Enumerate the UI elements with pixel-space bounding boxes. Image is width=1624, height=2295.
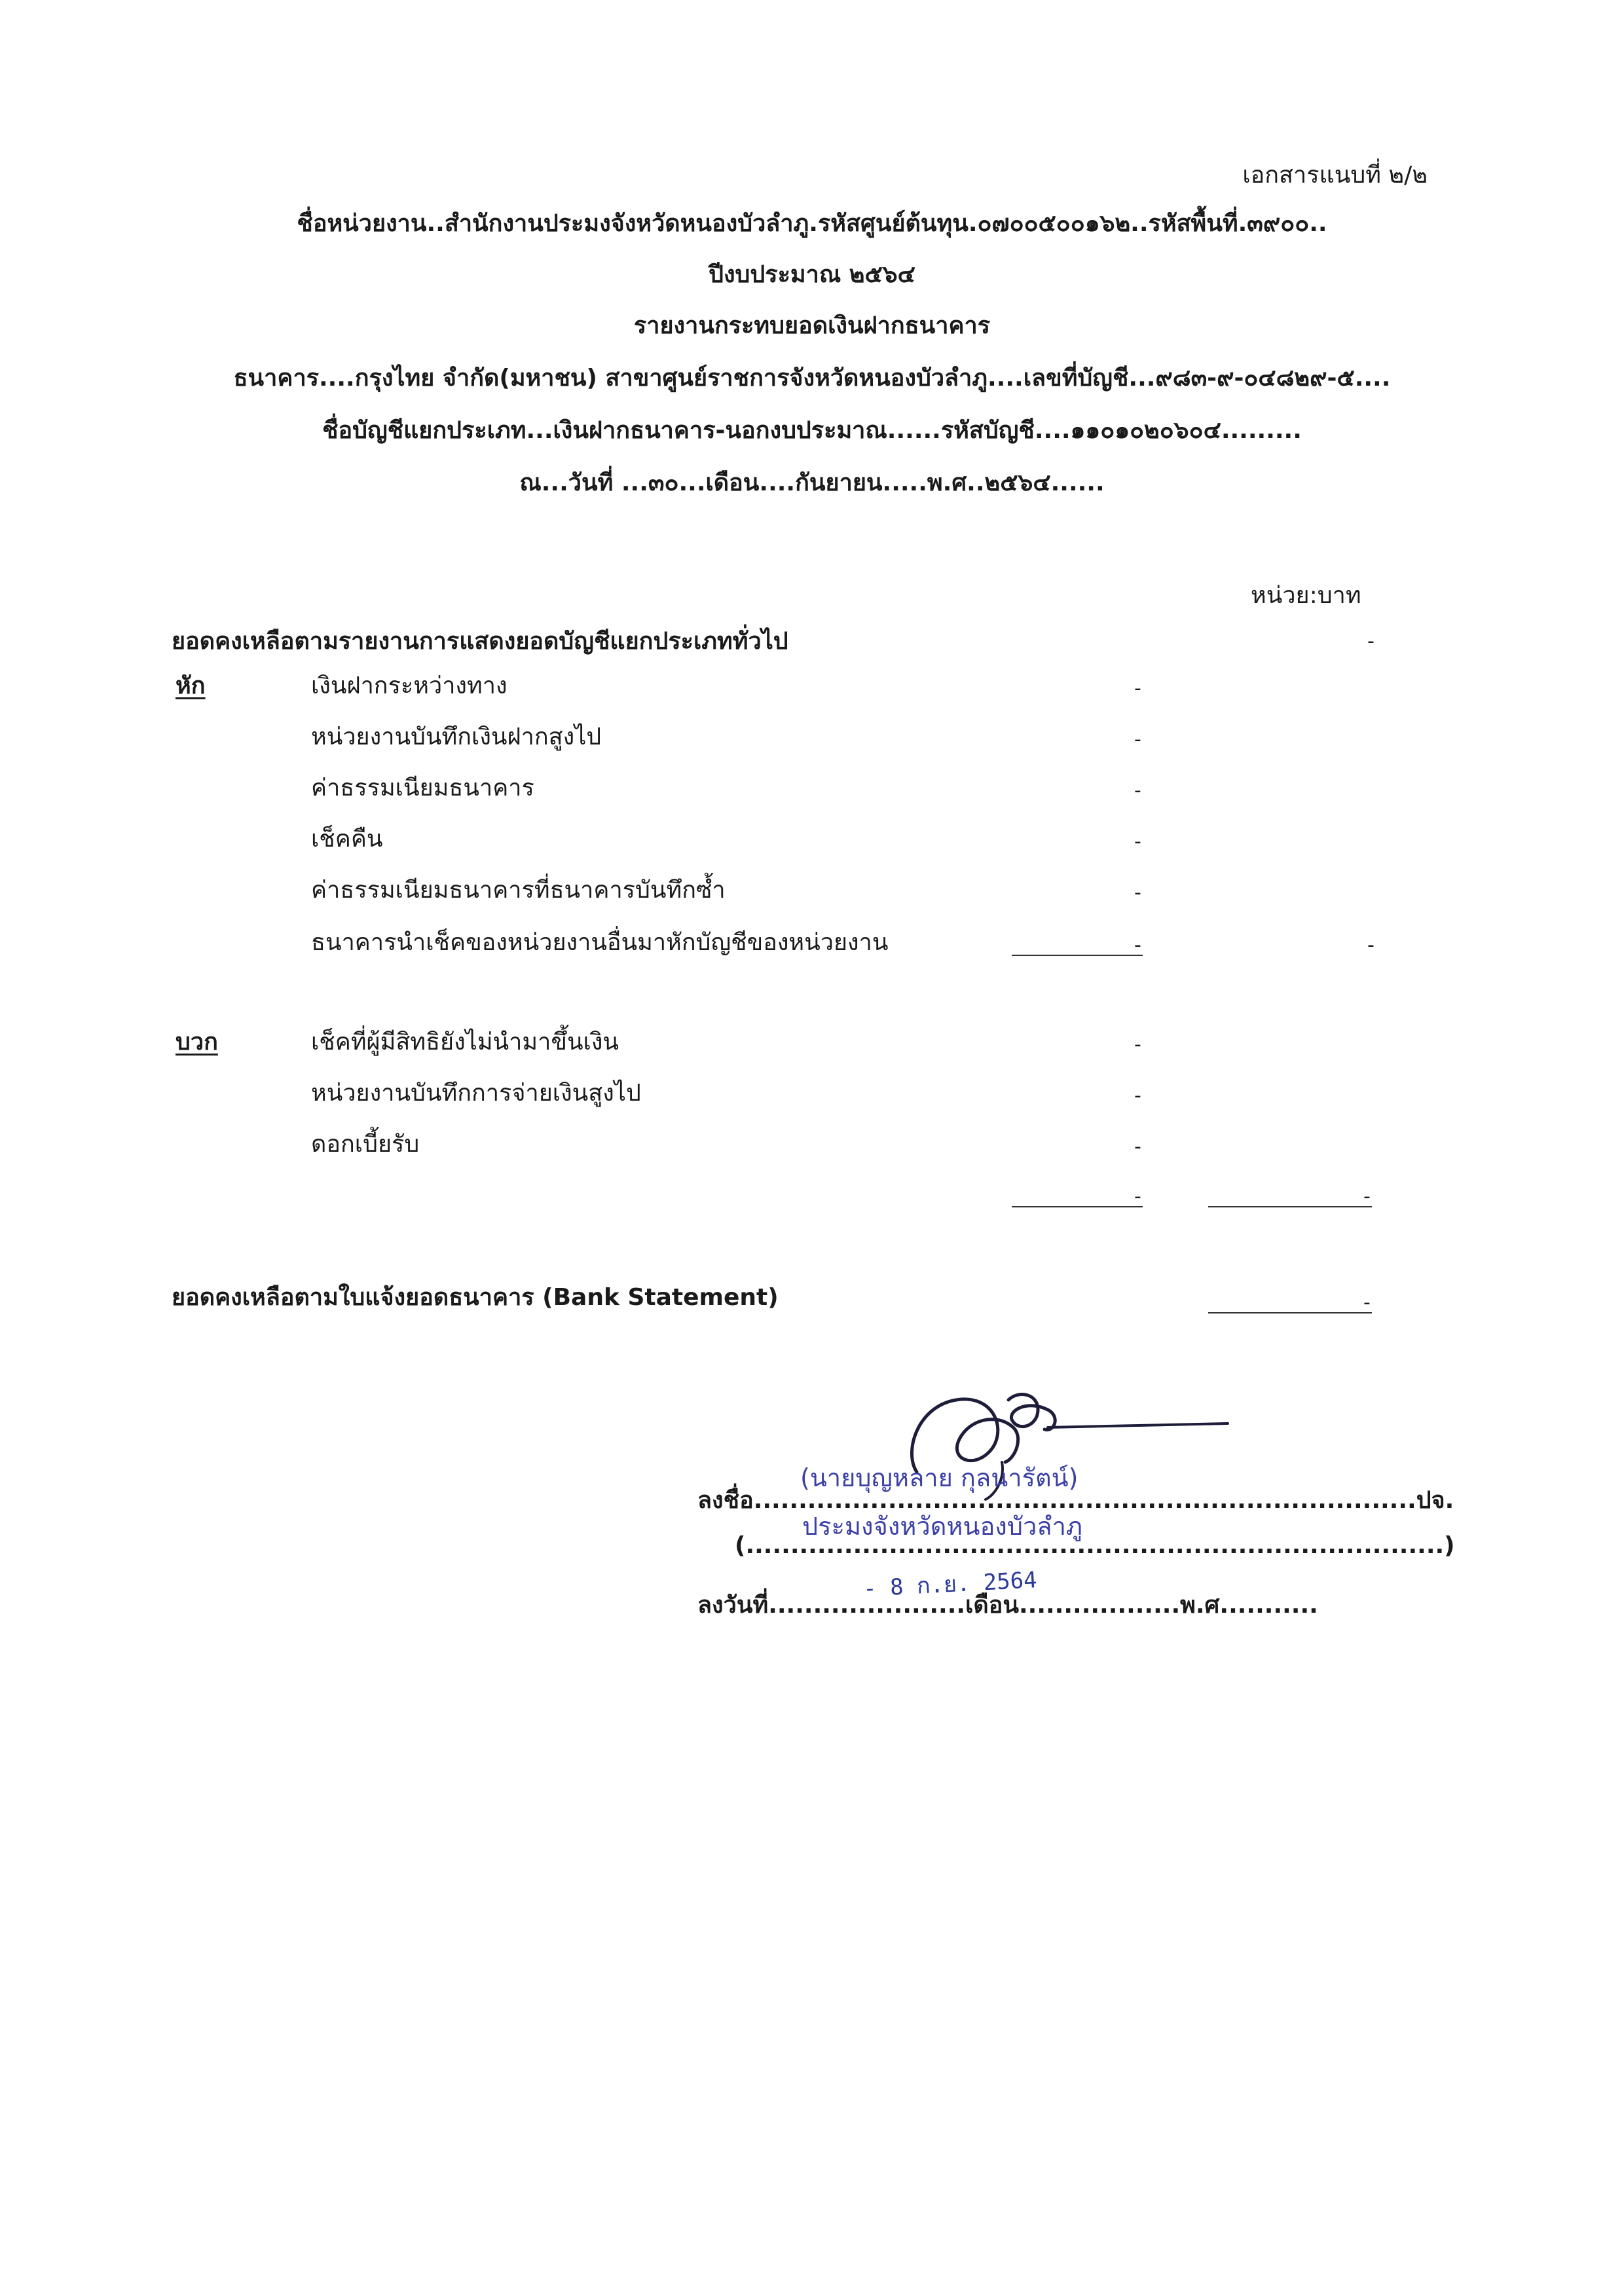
bank-balance-amount: -	[1363, 1291, 1371, 1314]
add-item-amount: -	[1134, 1033, 1141, 1056]
unit-label: หน่วย:บาท	[1251, 582, 1361, 609]
add-item-label: เช็คที่ผู้มีสิทธิยังไม่นำมาขึ้นเงิน	[311, 1029, 619, 1056]
signer-name: (นายบุญหลาย กุลนารัตน์)	[800, 1463, 1079, 1492]
signer-position: ประมงจังหวัดหนองบัวลำภู	[802, 1512, 1082, 1541]
deduct-item-label: ค่าธรรมเนียมธนาคารที่ธนาคารบันทึกซ้ำ	[311, 877, 726, 904]
deduct-item-label: ค่าธรรมเนียมธนาคาร	[311, 775, 534, 801]
date-line: ลงวันที่......................เดือน..................พ.ศ...........	[697, 1592, 1318, 1619]
add-subtotal-amount: -	[1134, 1185, 1141, 1208]
header-agency-line: ชื่อหน่วยงาน..สำนักงานประมงจังหวัดหนองบัวลำภู.รหัสศูนย์ต้นทุน.๐๗๐๐๕๐๐๑๖๒..รหัสพื้นที่.๓๙๐๐..	[297, 210, 1327, 237]
deduct-item-label: เงินฝากระหว่างทาง	[311, 672, 507, 699]
header-bank-line: ธนาคาร....กรุงไทย จำกัด(มหาชน) สาขาศูนย์ราชการจังหวัดหนองบัวลำภู....เลขที่บัญชี...๙๘๓-๙-๐๔๘๒๙-๕....	[233, 365, 1391, 392]
bank-balance-label: ยอดคงเหลือตามใบแจ้งยอดธนาคาร (Bank Statement)	[172, 1284, 779, 1311]
deduct-item-label: เช็คคืน	[311, 826, 383, 853]
header-account-line: ชื่อบัญชีแยกประเภท...เงินฝากธนาคาร-นอกงบประมาณ......รหัสบัญชี....๑๑๐๑๐๒๐๖๐๔.........	[322, 417, 1302, 444]
add-item-amount: -	[1134, 1135, 1141, 1158]
add-label: บวก	[175, 1029, 218, 1056]
deduct-item-amount: -	[1134, 779, 1141, 802]
add-total-amount: -	[1363, 1185, 1371, 1208]
deduct-item-label: ธนาคารนำเช็คของหน่วยงานอื่นมาหักบัญชีของหน่วยงาน	[311, 929, 889, 956]
deduct-item-amount: -	[1134, 728, 1141, 751]
deduct-sum-rule	[1012, 955, 1143, 956]
deduct-item-amount: -	[1134, 934, 1141, 957]
report-title: รายงานกระทบยอดเงินฝากธนาคาร	[633, 312, 991, 339]
bank-balance-rule	[1208, 1312, 1372, 1313]
deduct-label: หัก	[175, 672, 206, 699]
deduct-item-amount: -	[1134, 830, 1141, 853]
date-stamp: - 8 ก.ย. 2564	[862, 1567, 1038, 1602]
add-item-label: หน่วยงานบันทึกการจ่ายเงินสูงไป	[311, 1080, 641, 1107]
ledger-balance-amount: -	[1367, 630, 1375, 653]
deduct-item-label: หน่วยงานบันทึกเงินฝากสูงไป	[311, 724, 602, 750]
add-total-rule	[1208, 1206, 1372, 1207]
deduct-item-amount: -	[1134, 881, 1141, 904]
add-item-amount: -	[1134, 1084, 1141, 1107]
add-item-label: ดอกเบี้ยรับ	[311, 1131, 420, 1158]
sign-line: ลงชื่อ..........................................................................ปจ.	[697, 1487, 1454, 1514]
add-sum-rule	[1012, 1206, 1143, 1207]
deduct-total-amount: -	[1367, 934, 1375, 957]
ledger-balance-label: ยอดคงเหลือตามรายงานการแสดงยอดบัญชีแยกประเภททั่วไป	[172, 628, 788, 655]
header-date-line: ณ...วันที่ ...๓๐...เดือน....กันยายน.....พ.ศ..๒๕๖๔......	[519, 469, 1105, 496]
position-line: (..............................................................................)	[735, 1532, 1455, 1559]
attachment-label: เอกสารแนบที่ ๒/๒	[1242, 162, 1428, 189]
deduct-item-amount: -	[1134, 677, 1141, 700]
header-fiscal-year: ปีงบประมาณ ๒๕๖๔	[709, 261, 915, 288]
